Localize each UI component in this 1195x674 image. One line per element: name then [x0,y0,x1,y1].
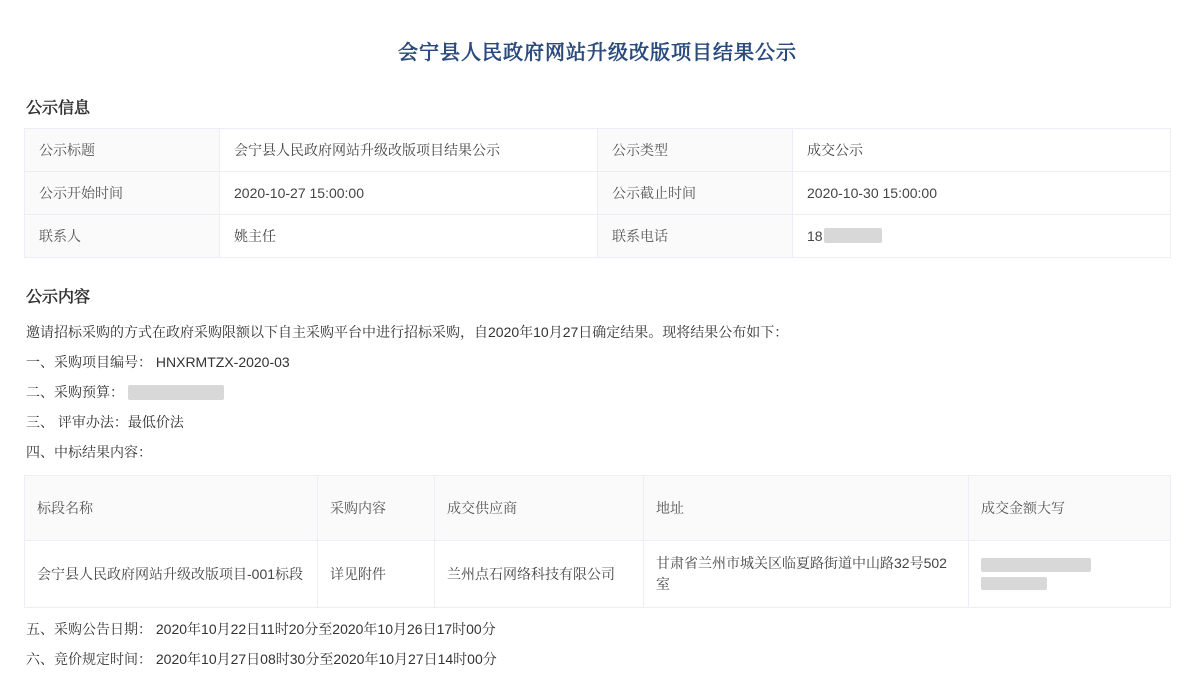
section-heading-content: 公示内容 [26,289,91,306]
content-item-method: 三、 评审办法：最低价法 [26,414,184,430]
field-label-contact: 联系人 [25,215,220,258]
field-value-end-time: 2020-10-30 15:00:00 [793,172,1171,215]
table-row [25,541,1171,608]
content-item-budget [24,377,1171,407]
announcement-info-table [24,128,1171,258]
cell-amount [969,541,1171,608]
result-table [24,475,1171,608]
column-header-item: 采购内容 [318,476,435,541]
field-label-start-time: 公示开始时间 [25,172,220,215]
redaction-block-budget [128,385,224,400]
table-row [25,172,1171,215]
field-value-contact: 姚主任 [220,215,598,258]
announcement-content [24,317,1171,467]
field-label-type: 公示类型 [598,129,793,172]
redaction-block-amount-line1 [981,558,1091,572]
column-header-supplier: 成交供应商 [435,476,644,541]
redaction-block-phone [824,228,882,243]
content-item-project-no: 一、采购项目编号： HNXRMTZX-2020-03 [26,354,290,370]
section-heading-info: 公示信息 [26,100,91,117]
budget-label: 二、采购预算： [26,384,124,400]
cell-address: 甘肃省兰州市城关区临夏路街道中山路32号502室 [644,541,969,608]
cell-item: 详见附件 [318,541,435,608]
page-title: 会宁县人民政府网站升级改版项目结果公示 [398,42,797,64]
table-row [25,215,1171,258]
content-item-result: 四、中标结果内容： [26,444,152,460]
field-label-phone: 联系电话 [598,215,793,258]
content-item-notice-date: 五、采购公告日期： 2020年10月22日11时20分至2020年10月26日17时00分 [26,621,496,637]
cell-supplier: 兰州点石网络科技有限公司 [435,541,644,608]
cell-lot: 会宁县人民政府网站升级改版项目-001标段 [25,541,318,608]
field-value-type: 成交公示 [793,129,1171,172]
field-value-start-time: 2020-10-27 15:00:00 [220,172,598,215]
column-header-address: 地址 [644,476,969,541]
phone-number-text: 18 [807,227,823,244]
content-intro: 邀请招标采购的方式在政府采购限额以下自主采购平台中进行招标采购，自2020年10月27日确定结果。现将结果公布如下： [26,324,789,340]
redaction-block-amount-line2 [981,577,1047,590]
announcement-tail [24,614,1171,674]
field-label-title: 公示标题 [25,129,220,172]
content-item-bidding-time: 六、竞价规定时间： 2020年10月27日08时30分至2020年10月27日14时00分 [26,651,497,667]
table-row [25,129,1171,172]
table-header-row [25,476,1171,541]
field-label-end-time: 公示截止时间 [598,172,793,215]
column-header-lot: 标段名称 [25,476,318,541]
field-value-title: 会宁县人民政府网站升级改版项目结果公示 [220,129,598,172]
column-header-amount: 成交金额大写 [969,476,1171,541]
field-value-phone [793,215,1171,258]
